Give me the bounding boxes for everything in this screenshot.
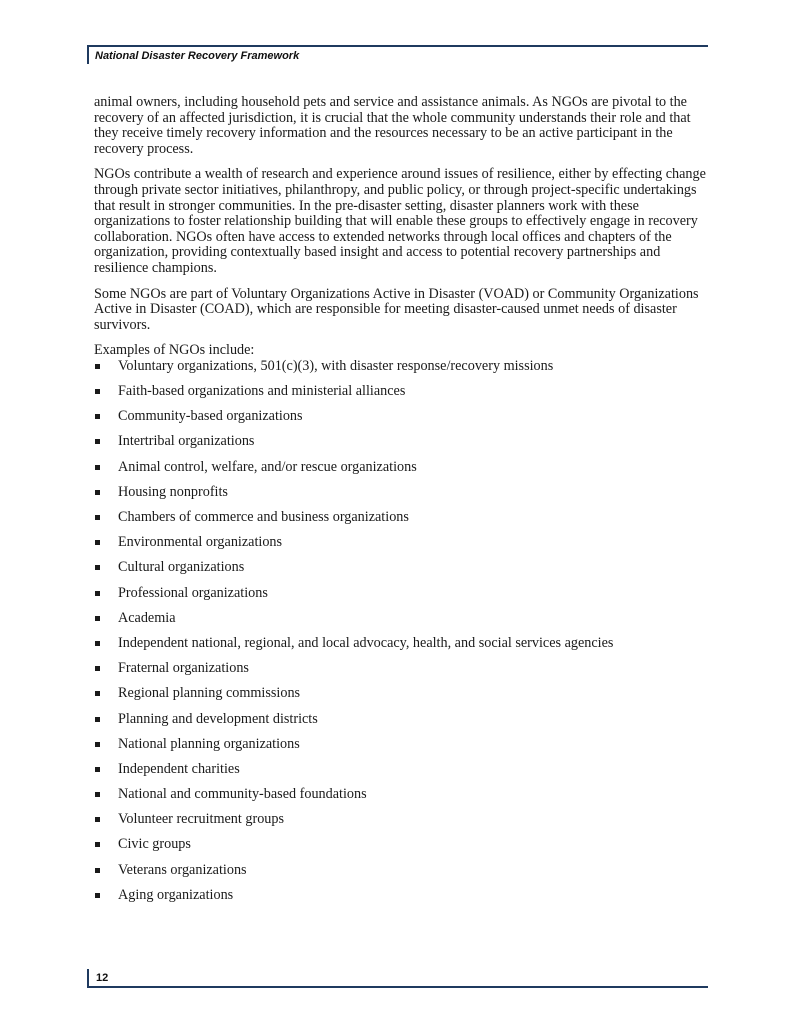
- list-item: Cultural organizations: [94, 560, 706, 585]
- bullet-icon: [95, 893, 100, 898]
- list-item: Housing nonprofits: [94, 485, 706, 510]
- bullet-icon: [95, 817, 100, 822]
- list-item: Fraternal organizations: [94, 661, 706, 686]
- bullet-icon: [95, 842, 100, 847]
- examples-intro: Examples of NGOs include:: [94, 342, 255, 359]
- bullet-icon: [95, 641, 100, 646]
- list-item: Faith-based organizations and ministerial alliances: [94, 384, 706, 409]
- bullet-icon: [95, 414, 100, 419]
- examples-list: [94, 359, 706, 913]
- bullet-icon: [95, 691, 100, 696]
- list-item: Aging organizations: [94, 888, 706, 913]
- bullet-icon: [95, 364, 100, 369]
- list-item: Animal control, welfare, and/or rescue organizations: [94, 460, 706, 485]
- page-header: [87, 45, 708, 64]
- list-item: National planning organizations: [94, 737, 706, 762]
- bullet-icon: [95, 868, 100, 873]
- bullet-icon: [95, 515, 100, 520]
- bullet-icon: [95, 389, 100, 394]
- bullet-icon: [95, 717, 100, 722]
- list-item: Planning and development districts: [94, 712, 706, 737]
- list-item: Academia: [94, 611, 706, 636]
- paragraph-ngo-contributions: NGOs contribute a wealth of research and experience around issues of resilience, either by effecting change through private sector initiatives, philanthropy, and public policy, or through project-specific undertakings that result in stronger communities. In the pre-disaster setting, disaster planners work with these organizations to foster relationship building that will enable these groups to effectively engage in recovery collaboration. NGOs often have access to extended networks through local offices and chapters of the organization, providing contextually based insight and access to potential recovery partnerships and resilience champions.: [94, 166, 706, 276]
- page-number: 12: [96, 972, 109, 984]
- bullet-icon: [95, 616, 100, 621]
- list-item: Veterans organizations: [94, 863, 706, 888]
- list-item: Volunteer recruitment groups: [94, 812, 706, 837]
- list-item: Community-based organizations: [94, 409, 706, 434]
- paragraph-animal-owners: animal owners, including household pets and service and assistance animals. As NGOs are pivotal to the recovery of an affected jurisdiction, it is crucial that the whole community understands their role and that they receive timely recovery information and the resources necessary to be an active participant in the recovery process.: [94, 94, 691, 157]
- bullet-icon: [95, 439, 100, 444]
- list-item: Civic groups: [94, 837, 706, 862]
- list-item: Professional organizations: [94, 586, 706, 611]
- bullet-icon: [95, 591, 100, 596]
- list-item: Regional planning commissions: [94, 686, 706, 711]
- bullet-icon: [95, 565, 100, 570]
- paragraph-voad-coad: Some NGOs are part of Voluntary Organizations Active in Disaster (VOAD) or Community Organizations Active in Disaster (COAD), which are responsible for meeting disaster-caused unmet needs of disaster survivors.: [94, 285, 699, 333]
- list-item: National and community-based foundations: [94, 787, 706, 812]
- list-item: Independent charities: [94, 762, 706, 787]
- list-item: Environmental organizations: [94, 535, 706, 560]
- list-item: Independent national, regional, and local advocacy, health, and social services agencies: [94, 636, 706, 661]
- document-body: [94, 95, 706, 913]
- bullet-icon: [95, 465, 100, 470]
- header-title: National Disaster Recovery Framework: [95, 50, 300, 62]
- bullet-icon: [95, 666, 100, 671]
- list-item: Intertribal organizations: [94, 434, 706, 459]
- bullet-icon: [95, 742, 100, 747]
- bullet-icon: [95, 490, 100, 495]
- list-item: Chambers of commerce and business organizations: [94, 510, 706, 535]
- bullet-icon: [95, 540, 100, 545]
- list-item: Voluntary organizations, 501(c)(3), with disaster response/recovery missions: [94, 359, 706, 384]
- bullet-icon: [95, 792, 100, 797]
- bullet-icon: [95, 767, 100, 772]
- page-footer: [87, 969, 708, 988]
